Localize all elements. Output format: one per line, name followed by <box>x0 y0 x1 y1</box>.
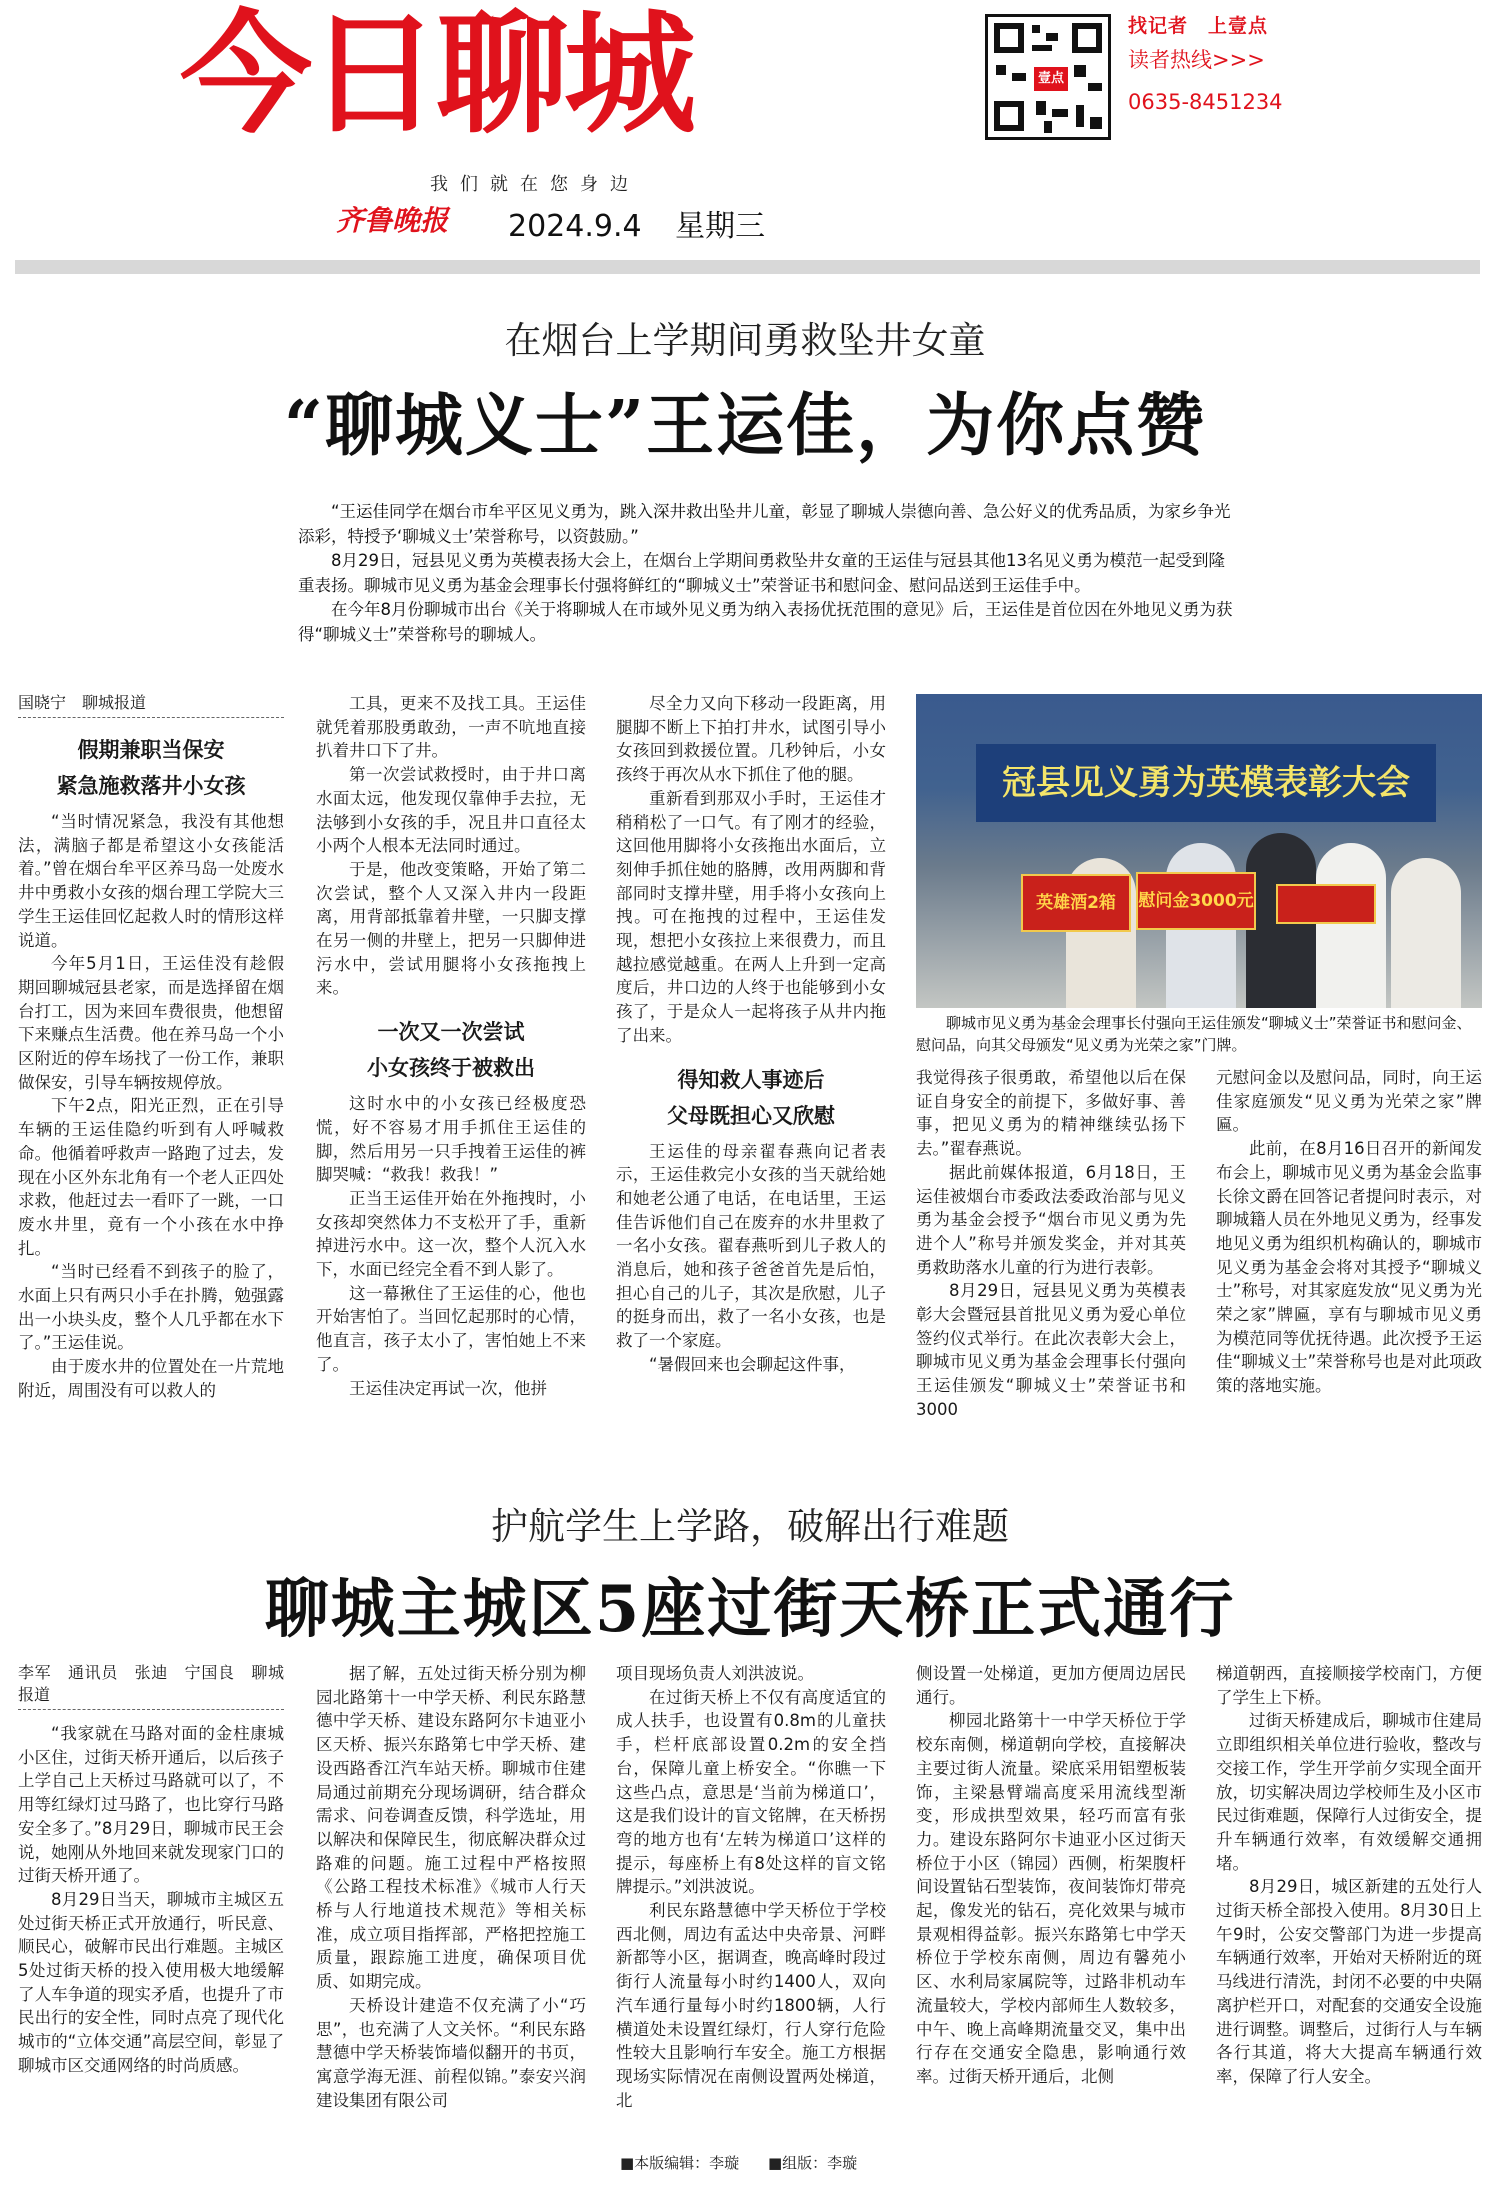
paragraph: 工具，更来不及找工具。王运佳就凭着那股勇敢劲，一声不吭地直接扒着井口下了井。 <box>316 694 586 761</box>
hotline-label: 读者热线>>> <box>1128 48 1265 72</box>
issue-date <box>508 201 789 245</box>
story2-column-2 <box>316 1662 586 2142</box>
layout-credit: ■组版：李璇 <box>767 2154 858 2172</box>
lead-paragraph: “王运佳同学在烟台市牟平区见义勇为，跳入深井救出坠井儿童，彰显了聊城人崇德向善、急公好义的优秀品质，为家乡争光添彩，特授予‘聊城义士’荣誉称号，以资鼓励。” <box>298 502 1231 546</box>
story2-column-3 <box>616 1662 886 2142</box>
paragraph: 项目现场负责人刘洪波说。 <box>616 1664 814 1683</box>
lead-paragraph: 8月29日，冠县见义勇为英模表扬大会上，在烟台上学期间勇救坠井女童的王运佳与冠县其他13名见义勇为模范一起受到隆重表扬。聊城市见义勇为基金会理事长付强将鲜红的“聊城义士”荣誉证书和慰问金、慰问品送到王运佳手中。 <box>298 551 1225 595</box>
paragraph: 侧设置一处梯道，更加方便周边居民通行。 <box>916 1664 1186 1707</box>
story1-column-2 <box>316 692 586 1444</box>
paragraph: 于是，他改变策略，开始了第二次尝试，整个人又深入井内一段距离，用背部抵靠着井壁，一只脚支撑在另一侧的井壁上，把另一只脚伸进污水中，尝试用腿将小女孩拖拽上来。 <box>316 859 586 998</box>
paragraph: 8月29日当天，聊城市主城区五处过街天桥正式开放通行，听民意、顺民心，破解市民出行难题。主城区5处过街天桥的投入使用极大地缓解了人车争道的现实矛盾，也提升了市民出行的安全性，同时点亮了现代化城市的“立体交通”高层空间，彰显了聊城市区交通网络的时尚质感。 <box>18 1889 284 2075</box>
story2-kicker: 护航学生上学路，破解出行难题 <box>491 1505 1009 1548</box>
subheading: 紧急施救落井小女孩 <box>56 773 246 798</box>
byline: 国晓宁 聊城报道 <box>18 692 284 718</box>
photo-caption: 聊城市见义勇为基金会理事长付强向王运佳颁发“聊城义士”荣誉证书和慰问金、慰问品，向其父母颁发“见义勇为光荣之家”门牌。 <box>916 1014 1472 1054</box>
story1-kicker: 在烟台上学期间勇救坠井女童 <box>504 319 986 362</box>
story1-column-1 <box>18 692 284 1444</box>
person-figure <box>1391 858 1461 1008</box>
slogan: 我们就在您身边 <box>430 174 640 195</box>
editor-credit: ■本版编辑：李璇 <box>620 2154 740 2172</box>
story1-column-3 <box>616 692 886 1444</box>
paragraph: “我家就在马路对面的金柱康城小区住，过街天桥开通后，以后孩子上学自己上天桥过马路就可以了，不用等红绿灯过马路了，也比穿行马路安全多了。”8月29日，聊城市民王会说，她刚从外地回来就发现家门口的过街天桥开通了。 <box>18 1724 284 1886</box>
paragraph: 利民东路慧德中学天桥位于学校西北侧，周边有孟达中央帝景、河畔新都等小区，据调查，晚高峰时段过街行人流量每小时约1400人，双向汽车通行量每小时约1800辆，人行横道处未设置红绿灯，行人穿行危险性较大且影响行车安全。施工方根据现场实际情况在南侧设置两处梯道，北 <box>616 1901 886 2110</box>
story2-column-5 <box>1216 1662 1482 2142</box>
paragraph: 正当王运佳开始在外拖拽时，小女孩却突然体力不支松开了手，重新掉进污水中。这一次，整个人沉入水下，水面已经完全看不到人影了。 <box>316 1188 586 1280</box>
paragraph: 据此前媒体报道，6月18日，王运佳被烟台市委政法委政治部与见义勇为基金会授予“烟台市见义勇为先进个人”称号并颁发奖金，并对其英勇救助落水儿童的行为进行表彰。 <box>916 1162 1186 1277</box>
paragraph: “暑假回来也会聊起这件事， <box>649 1354 856 1374</box>
page-footer <box>620 2152 881 2173</box>
qr-code-icon[interactable] <box>985 14 1111 140</box>
paragraph: 尽全力又向下移动一段距离，用腿脚不断上下拍打井水，试图引导小女孩回到救援位置。几秒钟后，小女孩终于再次从水下抓住了他的腿。 <box>616 694 886 785</box>
paragraph: “当时情况紧急，我没有其他想法，满脑子都是希望这小女孩能活着。”曾在烟台牟平区养马岛一处废水井中勇救小女孩的烟台理工学院大三学生王运佳回忆起救人时的情形这样说道。 <box>18 812 284 950</box>
subheading: 小女孩终于被救出 <box>367 1055 535 1081</box>
byline: 李军 通讯员 张迪 宁国良 聊城报道 <box>18 1662 284 1710</box>
paragraph: 重新看到那双小手时，王运佳才稍稍松了一口气。有了刚才的经验，这回他用脚将小女孩拖出水面后，立刻伸手抓住她的胳膊，改用两脚和背部同时支撑井壁，用手将小女孩向上拽。可在拖拽的过程中，王运佳发现，想把小女孩拉上来很费力，而且越拉感觉越重。在两人上升到一定高度后，井口边的人终于也能够到小女孩了，于是众人一起将孩子从井内拖了出来。 <box>616 788 886 1045</box>
story1-column-5 <box>1216 1066 1482 1446</box>
paragraph: 这时水中的小女孩已经极度恐慌，好不容易才用手抓住王运佳的脚，然后用另一只手拽着王运佳的裤脚哭喊：“救我！救我！” <box>316 1094 586 1185</box>
subheading: 得知救人事迹后 <box>677 1066 825 1092</box>
story2-column-4 <box>916 1662 1186 2142</box>
award-sign: 英雄酒2箱 <box>1021 874 1131 932</box>
subheading: 假期兼职当保安 <box>77 737 225 762</box>
paragraph: “当时已经看不到孩子的脸了，水面上只有两只小手在扑腾，勉强露出一小块头皮，整个人几乎都在水下了。”王运佳说。 <box>18 1262 284 1353</box>
story1-headline: “聊城义士”王运佳，为你点赞 <box>283 386 1207 466</box>
paragraph: 8月29日，冠县见义勇为英模表彰大会暨冠县首批见义勇为爱心单位签约仪式举行。在此次表彰大会上，聊城市见义勇为基金会理事长付强向王运佳颁发“聊城义士”荣誉证书和3000 <box>916 1281 1186 1419</box>
weekday: 星期三 <box>675 209 766 244</box>
hotline-phone[interactable]: 0635-8451234 <box>1128 90 1283 114</box>
story2-column-1 <box>18 1662 284 2142</box>
award-photo <box>916 694 1482 1008</box>
divider <box>15 260 1480 274</box>
photo-banner: 冠县见义勇为英模表彰大会 <box>976 744 1436 822</box>
paragraph: 由于废水井的位置处在一片荒地附近，周围没有可以救人的 <box>18 1357 284 1400</box>
qr-logo: 壹点 <box>1034 67 1068 91</box>
paragraph: 据了解，五处过街天桥分别为柳园北路第十一中学天桥、利民东路慧德中学天桥、建设东路阿尔卡迪亚小区天桥、振兴东路第七中学天桥、建设西路香江汽车站天桥。聊城市住建局通过前期充分现场调研，结合群众需求、问卷调查反馈，科学选址，用以解决和保障民生，彻底解决群众过路难的问题。施工过程中严格按照《公路工程技术标准》《城市人行天桥与人行地道技术规范》等相关标准，成立项目指挥部，严格把控施工质量，跟踪施工进度，确保项目优质、如期完成。 <box>316 1664 586 1992</box>
story1-lead <box>298 500 1238 647</box>
paragraph: 过街天桥建成后，聊城市住建局立即组织相关单位进行验收，整改与交接工作，学生开学前夕实现全面开放，切实解决周边学校师生及小区市民过街难题，保障行人过街安全，提升车辆通行效率，有效缓解交通拥堵。 <box>1216 1711 1482 1873</box>
paragraph: 第一次尝试救授时，由于井口离水面太远，他发现仅靠伸手去拉，无法够到小女孩的手，况且井口直径太小两个人根本无法同时通过。 <box>316 765 586 856</box>
paragraph: 下午2点，阳光正烈，正在引导车辆的王运佳隐约听到有人呼喊救命。他循着呼救声一路跑了过去，发现在小区外东北角有一个老人正四处求救，他赶过去一看吓了一跳，一口废水井里，竟有一个小孩在水中挣扎。 <box>18 1096 284 1258</box>
subheading: 父母既担心又欣慰 <box>667 1102 835 1128</box>
award-sign: 慰问金3000元 <box>1136 872 1256 930</box>
date: 2024.9.4 <box>508 209 642 244</box>
brand-title: 今日聊城 <box>180 0 692 152</box>
lead-paragraph: 在今年8月份聊城市出台《关于将聊城人在市域外见义勇为纳入表扬优抚范围的意见》后，王运佳是首位因在外地见义勇为获得“聊城义士”荣誉称号的聊城人。 <box>298 600 1233 644</box>
paragraph: 天桥设计建造不仅充满了小“巧思”，也充满了人文关怀。“利民东路慧德中学天桥装饰墙似翻开的书页，寓意学海无涯、前程似锦。”泰安兴润建设集团有限公司 <box>316 1995 586 2110</box>
award-sign <box>1276 884 1376 924</box>
masthead <box>0 0 1500 255</box>
hotline-slogan: 找记者 上壹点 <box>1128 15 1269 37</box>
paragraph: 王运佳决定再试一次，他拼 <box>349 1378 547 1398</box>
person-figure <box>1316 843 1386 1008</box>
paragraph: 梯道朝西，直接顺接学校南门，方便了学生上下桥。 <box>1216 1664 1482 1707</box>
paragraph: 这一幕揪住了王运佳的心，他也开始害怕了。当回忆起那时的心情，他直言，孩子太小了，害怕她上不来了。 <box>316 1283 586 1374</box>
paragraph: 我觉得孩子很勇敢，希望他以后在保证自身安全的前提下，多做好事、善事，把见义勇为的精神继续弘扬下去。”翟春燕说。 <box>916 1068 1186 1159</box>
reader-hotline <box>1128 12 1328 142</box>
paragraph: 王运佳的母亲翟春燕向记者表示，王运佳救完小女孩的当天就给她和她老公通了电话，在电话里，王运佳告诉他们自己在废弃的水井里救了一名小女孩。翟春燕听到儿子救人的消息后，她和孩子爸爸首先是后怕，担心自己的儿子，其次是欣慰，儿子的挺身而出，救了一名小女孩，也是救了一个家庭。 <box>616 1141 886 1351</box>
story2-headline: 聊城主城区5座过街天桥正式通行 <box>264 1572 1236 1647</box>
paragraph: 元慰问金以及慰问品，同时，向王运佳家庭颁发“见义勇为光荣之家”牌匾。 <box>1216 1068 1482 1135</box>
subheading: 一次又一次尝试 <box>377 1019 525 1045</box>
paragraph: 柳园北路第十一中学天桥位于学校东南侧，梯道朝向学校，直接解决主要过街人流量。梁底采用铝塑板装饰，主梁悬臂端高度采用流线型渐变，形成拱型效果，轻巧而富有张力。建设东路阿尔卡迪亚小区过街天桥位于小区（锦园）西侧，桁架腹杆间设置钻石型装饰，夜间装饰灯带亮起，像发光的钻石，亮化效果与城市景观相得益彰。振兴东路第七中学天桥位于学校东南侧，周边有馨苑小区、水利局家属院等，过路非机动车流量较大，学校内部师生人数较多，中午、晚上高峰期流量交叉，集中出行存在交通安全隐患，影响通行效率。过街天桥开通后，北侧 <box>916 1711 1186 2086</box>
paragraph: 今年5月1日，王运佳没有趁假期回聊城冠县老家，而是选择留在烟台打工，因为来回车费很贵，他想留下来赚点生活费。他在养马岛一个小区附近的停车场找了一份工作，兼职做保安，引导车辆按规停放。 <box>18 954 284 1092</box>
story1-column-4 <box>916 1066 1186 1446</box>
paragraph: 此前，在8月16日召开的新闻发布会上，聊城市见义勇为基金会监事长徐文爵在回答记者提问时表示，对聊城籍人员在外地见义勇为，经事发地见义勇为组织机构确认的，聊城市见义勇为基金会将对其授予“聊城义士”称号，对其家庭发放“见义勇为光荣之家”牌匾，享有与聊城市见义勇为模范同等优抚待遇。此次授予王运佳“聊城义士”荣誉称号也是对此项政策的落地实施。 <box>1216 1139 1482 1396</box>
paragraph: 8月29日，城区新建的五处行人过街天桥全部投入使用。8月30日上午9时，公安交警部门为进一步提高车辆通行效率，开始对天桥附近的斑马线进行清洗，封闭不必要的中央隔离护栏开口，对配套的交通安全设施进行调整。调整后，过街行人与车辆各行其道，将大大提高车辆通行效率，保障了行人安全。 <box>1216 1877 1482 2086</box>
paragraph: 在过街天桥上不仅有高度适宜的成人扶手，也设置有0.8m的儿童扶手，栏杆底部设置0.2m的安全挡台，保障儿童上桥安全。“你瞧一下这些凸点，意思是‘当前为梯道口’，这是我们设计的盲文铭牌，在天桥拐弯的地方也有‘左转为梯道口’这样的提示，每座桥上有8处这样的盲文铭牌提示。”刘洪波说。 <box>616 1687 886 1897</box>
paper-name: 齐鲁晚报 <box>336 204 449 237</box>
